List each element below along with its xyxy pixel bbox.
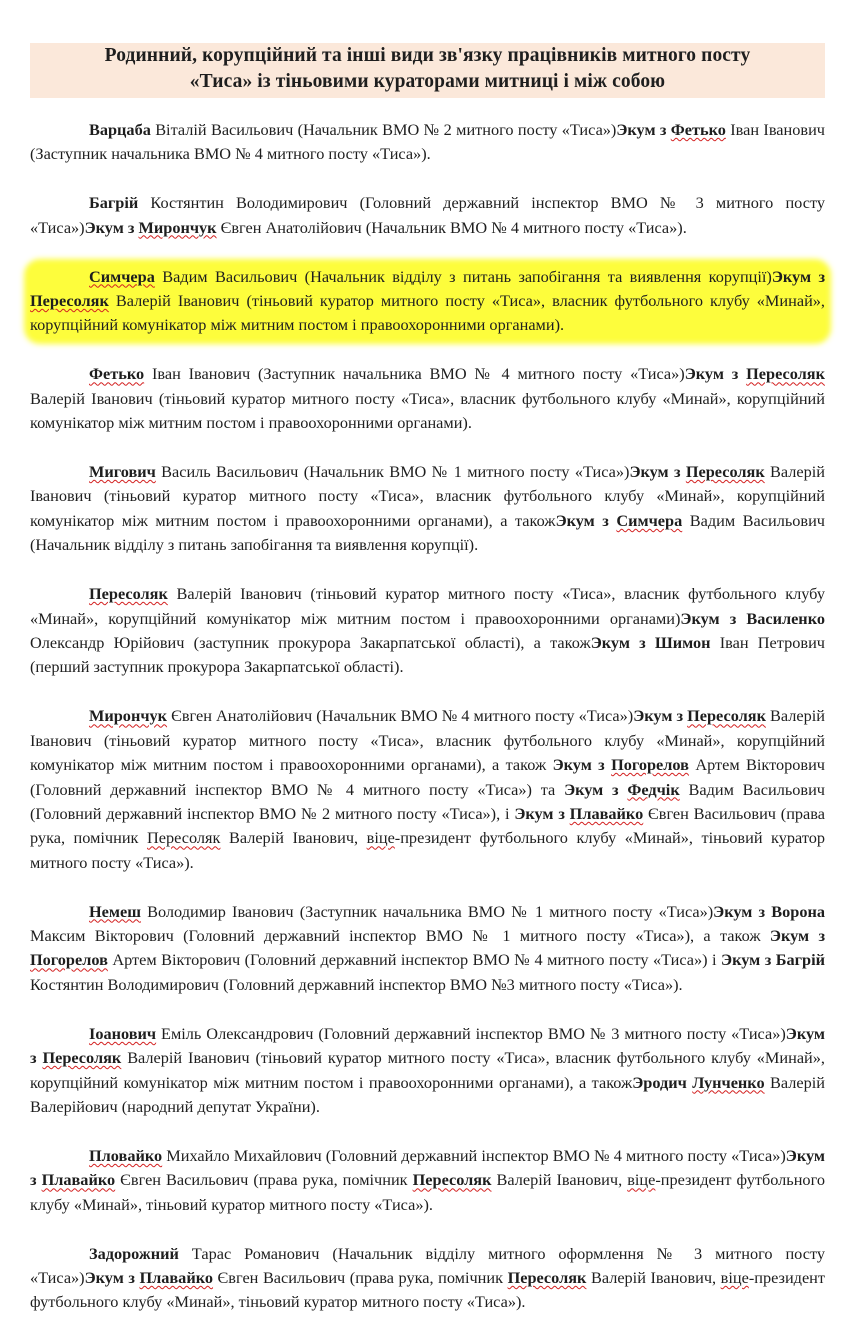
text-segment: Євген Анатолійович (Начальник ВМО № 4 митного посту «Тиса»). bbox=[216, 217, 687, 237]
text-segment: Олександр Юрійович (заступник прокурора Закарпатської області), а також bbox=[30, 633, 591, 652]
bold-name: Экум з bbox=[721, 950, 776, 970]
spellcheck-flagged-word: Плавайко bbox=[569, 803, 644, 823]
paragraph bbox=[30, 191, 825, 240]
bold-name: Эродич bbox=[632, 1072, 693, 1092]
paragraph bbox=[30, 1242, 825, 1315]
bold-name: Экум з bbox=[629, 462, 686, 482]
bold-name: Варцаба bbox=[89, 120, 151, 139]
bold-name: Экум з bbox=[771, 266, 825, 286]
text-segment: Євген Анатолійович (Начальник ВМО № 4 митного посту «Тиса») bbox=[167, 706, 634, 726]
document-body bbox=[30, 118, 825, 1339]
spellcheck-flagged-word: Лунченко bbox=[692, 1072, 765, 1092]
spellcheck-flagged-word: віце bbox=[366, 828, 395, 848]
bold-name: Экум з bbox=[684, 364, 747, 384]
document-title-line-1: Родинний, корупційний та інші види зв'язку працівників митного посту bbox=[104, 45, 751, 66]
text-segment: Максим Вікторович (Головний державний інспектор ВМО № 1 митного посту «Тиса»), а також bbox=[30, 926, 770, 946]
text-segment: Валерій Валерійович (народний депутат України). bbox=[30, 1072, 825, 1116]
text-segment: Євген Васильович (права рука, помічник bbox=[213, 1268, 508, 1288]
text-segment: Валерій Іванович (тіньовий куратор митного посту «Тиса», власник футбольного клубу «Минай», корупційний комунікатор між митним постом і правоохоронними органами), а також bbox=[30, 706, 825, 775]
bold-name: Экум з bbox=[84, 217, 139, 237]
text-segment: Валерій Іванович (тіньовий куратор митного посту «Тиса», власник футбольного клубу «Минай», корупційний комунікатор між митним постом і правоохоронними органами) bbox=[30, 584, 825, 628]
spellcheck-flagged-word: Погорелов bbox=[30, 950, 108, 970]
text-segment: Валерій Іванович, bbox=[491, 1170, 628, 1190]
paragraph bbox=[30, 460, 825, 558]
spellcheck-flagged-word: Симчера bbox=[616, 510, 683, 530]
bold-name: Экум з bbox=[514, 803, 570, 823]
spellcheck-flagged-word: Погорелов bbox=[611, 755, 689, 775]
spellcheck-flagged-word: Симчера bbox=[89, 266, 155, 286]
spellcheck-flagged-word: Пересоляк bbox=[685, 462, 765, 482]
paragraph bbox=[30, 704, 825, 875]
bold-name: Экум з bbox=[769, 926, 825, 946]
text-segment: Костянтин Володимирович (Головний державний інспектор ВМО № 3 митного посту «Тиса») bbox=[30, 193, 825, 237]
spellcheck-flagged-word: Мигович bbox=[89, 462, 156, 482]
spellcheck-flagged-word: Іоанович bbox=[89, 1023, 157, 1043]
spellcheck-flagged-word: Пересоляк bbox=[507, 1268, 587, 1288]
bold-name: Багрій bbox=[89, 193, 139, 213]
paragraph bbox=[30, 900, 825, 998]
spellcheck-flagged-word: Немеш bbox=[89, 901, 141, 921]
text-segment: Костянтин Володимирович (Головний державний інспектор ВМО №3 митного посту «Тиса»). bbox=[30, 974, 683, 994]
spellcheck-flagged-word: Пересоляк bbox=[42, 1048, 122, 1068]
text-segment: Іван Петрович (перший заступник прокурора Закарпатської області). bbox=[30, 633, 825, 677]
text-segment: Михайло Михайлович (Головний державний інспектор ВМО № 4 митного посту «Тиса») bbox=[162, 1145, 786, 1165]
bold-name: Багрій bbox=[775, 950, 825, 970]
bold-name: Ворона bbox=[771, 901, 825, 921]
bold-name: Экум з bbox=[713, 901, 772, 921]
spellcheck-flagged-word: Фетько bbox=[89, 364, 145, 384]
document-title-box bbox=[30, 43, 825, 98]
text-segment: Євген Васильович (права рука, помічник bbox=[115, 1170, 413, 1190]
bold-name: Экум з bbox=[590, 633, 655, 652]
text-segment: Вадим Васильович (Начальник відділу з питань запобігання та виявлення корупції). bbox=[30, 510, 825, 555]
text-segment: Валерій Іванович (тіньовий куратор митного посту «Тиса», власник футбольного клубу «Минай», корупційний комунікатор між митним постом і правоохоронними органами), а також bbox=[30, 462, 826, 530]
spellcheck-flagged-word: Фетько bbox=[670, 120, 726, 139]
spellcheck-flagged-word: віце bbox=[627, 1170, 656, 1190]
highlighted-paragraph bbox=[30, 265, 825, 338]
document-title-line-2: «Тиса» із тіньовими кураторами митниці і між собою bbox=[189, 71, 666, 92]
text-segment: Валерій Іванович, bbox=[220, 828, 367, 848]
spellcheck-flagged-word: Пересоляк bbox=[30, 291, 109, 311]
text-segment: Артем Вікторович (Головний державний інспектор ВМО № 4 митного посту «Тиса») і bbox=[107, 950, 722, 970]
text-segment: Валерій Іванович (тіньовий куратор митного посту «Тиса», власник футбольного клубу «Минай», корупційний комунікатор між митним постом і правоохоронними органами). bbox=[30, 388, 825, 433]
text-segment: Валерій Іванович (тіньовий куратор митного посту «Тиса», власник футбольного клубу «Минай», корупційний комунікатор між митним постом і правоохоронними органами). bbox=[30, 291, 825, 335]
bold-name: Шимон bbox=[654, 633, 711, 652]
paragraph bbox=[30, 1022, 825, 1120]
spellcheck-flagged-word: Мирончук bbox=[89, 706, 168, 726]
spellcheck-flagged-word: Федчік bbox=[627, 779, 680, 799]
spellcheck-flagged-word: Плавайко bbox=[139, 1268, 214, 1288]
spellcheck-flagged-word: Пловайко bbox=[89, 1145, 163, 1165]
bold-name: Василенко bbox=[746, 608, 825, 628]
text-segment: Тарас Романович (Начальник відділу митного оформлення № 3 митного посту «Тиса») bbox=[30, 1243, 825, 1288]
spellcheck-flagged-word: Мирончук bbox=[138, 217, 217, 237]
paragraph bbox=[30, 118, 825, 167]
text-segment: Іван Іванович (Заступник начальника ВМО № 4 митного посту «Тиса») bbox=[144, 364, 685, 384]
spellcheck-flagged-word: Пересоляк bbox=[746, 364, 825, 384]
text-segment: -президент футбольного клубу «Минай», тіньовий куратор митного посту «Тиса»). bbox=[30, 828, 826, 872]
text-segment: Іван Іванович (Заступник начальника ВМО № 4 митного посту «Тиса»). bbox=[30, 120, 825, 164]
text-segment: -президент футбольного клубу «Минай», тіньовий куратор митного посту «Тиса»). bbox=[30, 1268, 825, 1312]
text-segment: Володимир Іванович (Заступник начальника ВМО № 1 митного посту «Тиса») bbox=[140, 901, 714, 921]
text-segment: Валерій Іванович (тіньовий куратор митного посту «Тиса», власник футбольного клубу «Минай», корупційний комунікатор між митним постом і правоохоронними органами), а також bbox=[30, 1048, 825, 1092]
spellcheck-flagged-word: Пересоляк bbox=[687, 706, 766, 726]
text-segment: Вадим Васильович (Начальник відділу з питань запобігання та виявлення корупції) bbox=[154, 266, 772, 286]
bold-name: Задорожний bbox=[89, 1243, 179, 1263]
spellcheck-flagged-word: Пересоляк bbox=[412, 1170, 492, 1190]
paragraph bbox=[30, 362, 825, 435]
text-segment: Євген Васильович (права рука, помічник bbox=[30, 803, 825, 848]
bold-name: Экум з bbox=[30, 1145, 825, 1190]
bold-name: Экум з bbox=[564, 779, 628, 799]
bold-name: Экум з bbox=[84, 1268, 140, 1288]
bold-name: Экум з bbox=[633, 706, 688, 726]
bold-name: Экум з bbox=[616, 120, 671, 139]
bold-name: Экум з bbox=[30, 1023, 825, 1068]
spellcheck-flagged-word: Пересоляк bbox=[89, 584, 168, 604]
text-segment: Вадим Васильович (Головний державний інспектор ВМО № 2 митного посту «Тиса»), і bbox=[30, 779, 825, 823]
text-segment: Василь Васильович (Начальник ВМО № 1 митного посту «Тиса») bbox=[155, 462, 630, 482]
bold-name: Экум з bbox=[555, 510, 617, 530]
text-segment: Еміль Олександрович (Головний державний інспектор ВМО № 3 митного посту «Тиса») bbox=[156, 1023, 786, 1043]
text-segment: Віталій Васильович (Начальник ВМО № 2 митного посту «Тиса») bbox=[150, 120, 617, 139]
bold-name: Экум з bbox=[680, 608, 747, 628]
text-segment: Артем Вікторович (Головний державний інспектор ВМО № 4 митного посту «Тиса») та bbox=[30, 755, 825, 799]
spellcheck-flagged-word: Пересоляк bbox=[147, 828, 221, 848]
spellcheck-flagged-word: віце bbox=[720, 1268, 749, 1288]
paragraph bbox=[30, 1144, 825, 1217]
spellcheck-flagged-word: Плавайко bbox=[41, 1170, 116, 1190]
text-segment: Валерій Іванович, bbox=[586, 1268, 721, 1288]
paragraph bbox=[30, 582, 825, 680]
bold-name: Экум з bbox=[552, 755, 612, 775]
text-segment: -президент футбольного клубу «Минай», тіньовий куратор митного посту «Тиса»). bbox=[30, 1170, 825, 1214]
